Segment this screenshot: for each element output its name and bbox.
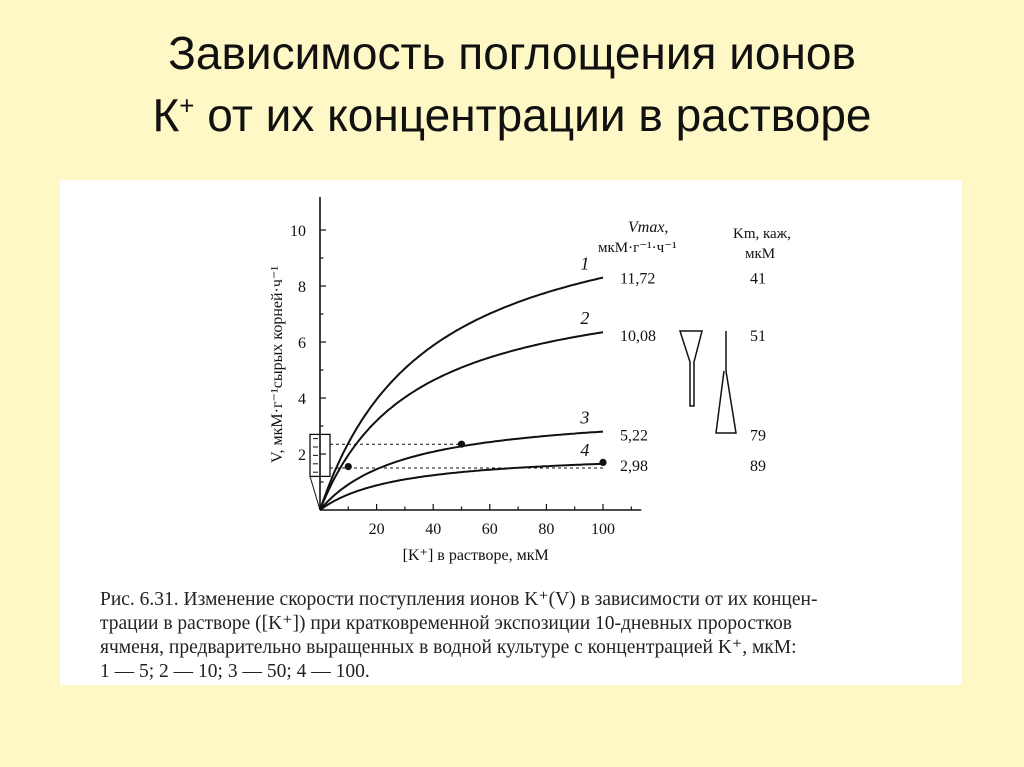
vmax-value-3: 5,22 <box>620 427 648 445</box>
wedge-shape-left <box>680 331 702 406</box>
data-point-4 <box>599 459 606 466</box>
data-point-4 <box>345 463 352 470</box>
x-axis-title: [K⁺] в растворе, мкМ <box>402 547 549 564</box>
x-tick-label: 40 <box>425 521 442 538</box>
km-value-3: 79 <box>750 427 766 445</box>
y-axis-title: V, мкМ·г⁻¹сырых корней·ч⁻¹ <box>269 265 286 463</box>
caption-line-2: трации в растворе ([K⁺]) при кратковременной экспозиции 10-дневных проростков <box>100 613 792 634</box>
series-label-3: 3 <box>580 407 590 428</box>
caption-line-3: ячменя, предварительно выращенных в водной культуре с концентрацией K⁺, мкМ: <box>100 637 797 658</box>
inset-connector <box>310 476 320 510</box>
figure-caption <box>100 588 960 684</box>
caption-line-4: 1 — 5; 2 — 10; 3 — 50; 4 — 100. <box>100 661 370 682</box>
km-header-1: Km, каж, <box>733 226 791 242</box>
x-tick-label: 60 <box>481 521 498 538</box>
y-tick-label: 2 <box>298 447 306 464</box>
y-tick-label: 6 <box>298 335 306 352</box>
vmax-value-2: 10,08 <box>620 328 656 345</box>
wedge-shape-right <box>716 331 736 433</box>
km-value-4: 89 <box>750 458 766 476</box>
decorative-shapes <box>680 331 736 433</box>
y-tick-label: 8 <box>298 279 306 296</box>
title-superscript: + <box>179 90 195 121</box>
vmax-value-4: 2,98 <box>620 458 648 476</box>
series-label-1: 1 <box>580 253 590 274</box>
data-point-3 <box>458 441 465 448</box>
title-line-1: Зависимость поглощения ионов <box>168 27 856 79</box>
chart-axes <box>269 197 641 564</box>
series-line-4 <box>320 464 603 510</box>
vmax-value-1: 11,72 <box>620 270 656 288</box>
km-value-1: 41 <box>750 270 766 288</box>
km-value-2: 51 <box>750 328 766 345</box>
y-tick-label: 4 <box>298 391 306 408</box>
chart-curves <box>320 278 607 510</box>
y-tick-label: 10 <box>290 223 306 240</box>
x-tick-label: 80 <box>538 521 555 538</box>
title-line-2-pre: К <box>152 89 180 141</box>
x-tick-label: 20 <box>368 521 385 538</box>
caption-line-1: Рис. 6.31. Изменение скорости поступления ионов K⁺(V) в зависимости от их концен- <box>100 589 818 610</box>
vmax-header-2: мкМ·г⁻¹·ч⁻¹ <box>598 240 677 256</box>
series-label-2: 2 <box>580 308 590 329</box>
km-header-2: мкМ <box>745 246 776 262</box>
series-line-2 <box>320 332 603 510</box>
title-line-2-post: от их концентрации в растворе <box>194 89 872 141</box>
vmax-header-1: Vmax, <box>628 219 669 236</box>
x-tick-label: 100 <box>591 521 615 538</box>
series-label-4: 4 <box>580 439 590 460</box>
